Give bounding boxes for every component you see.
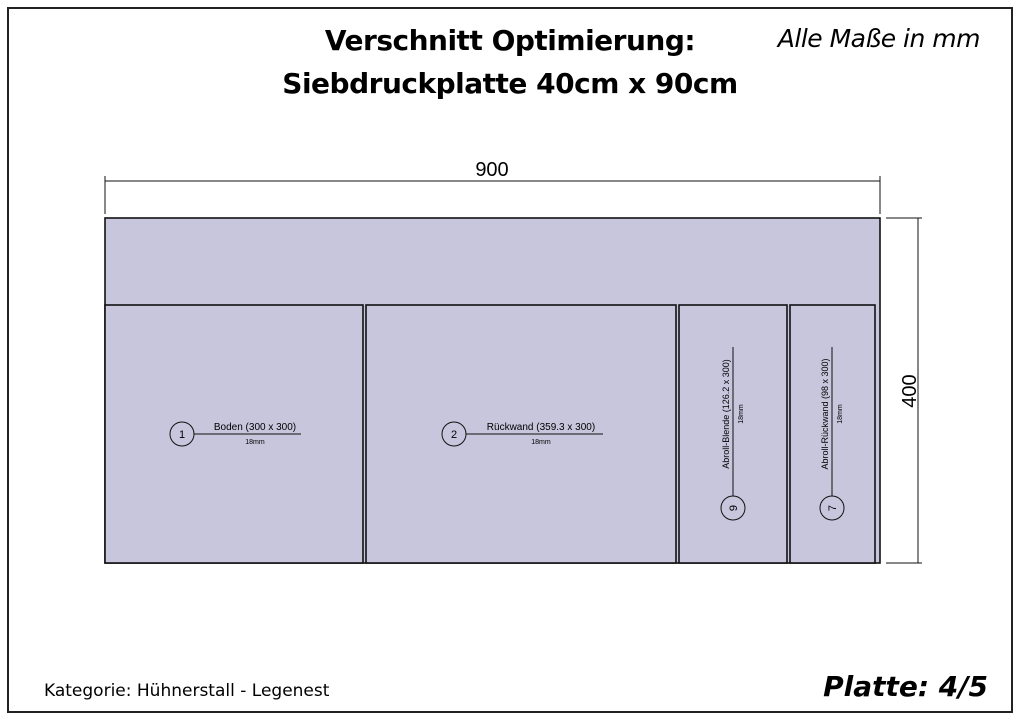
width-dimension-label: 900 (475, 159, 509, 181)
part-name: Rückwand (359.3 x 300) (486, 422, 596, 433)
part-number: 9 (728, 504, 740, 512)
part-number: 7 (827, 504, 839, 512)
part-rueckwand (366, 305, 676, 563)
part-abroll-blende (679, 305, 787, 563)
width-dimension (105, 159, 880, 214)
height-dimension (886, 218, 922, 563)
part-thickness: 18mm (837, 404, 844, 424)
part-name: Boden (300 x 300) (213, 422, 297, 433)
part-thickness: 18mm (531, 439, 551, 446)
part-thickness: 18mm (245, 439, 265, 446)
part-name: Abroll-Rückwand (98 x 300) (820, 358, 830, 470)
part-number: 2 (450, 429, 458, 441)
part-boden (105, 305, 363, 563)
part-abroll-rueckwand (790, 305, 875, 563)
category-label: Kategorie: Hühnerstall - Legenest (44, 681, 330, 701)
title-line-2: Siebdruckplatte 40cm x 90cm (282, 67, 738, 100)
title-line-1: Verschnitt Optimierung: (324, 24, 696, 57)
plate-indicator: Platte: 4/5 (823, 670, 988, 703)
part-number: 1 (178, 429, 186, 441)
units-note: Alle Maße in mm (777, 24, 980, 53)
height-dimension-label: 400 (899, 374, 921, 408)
part-thickness: 18mm (738, 404, 745, 424)
part-name: Abroll-Blende (126.2 x 300) (721, 359, 731, 469)
